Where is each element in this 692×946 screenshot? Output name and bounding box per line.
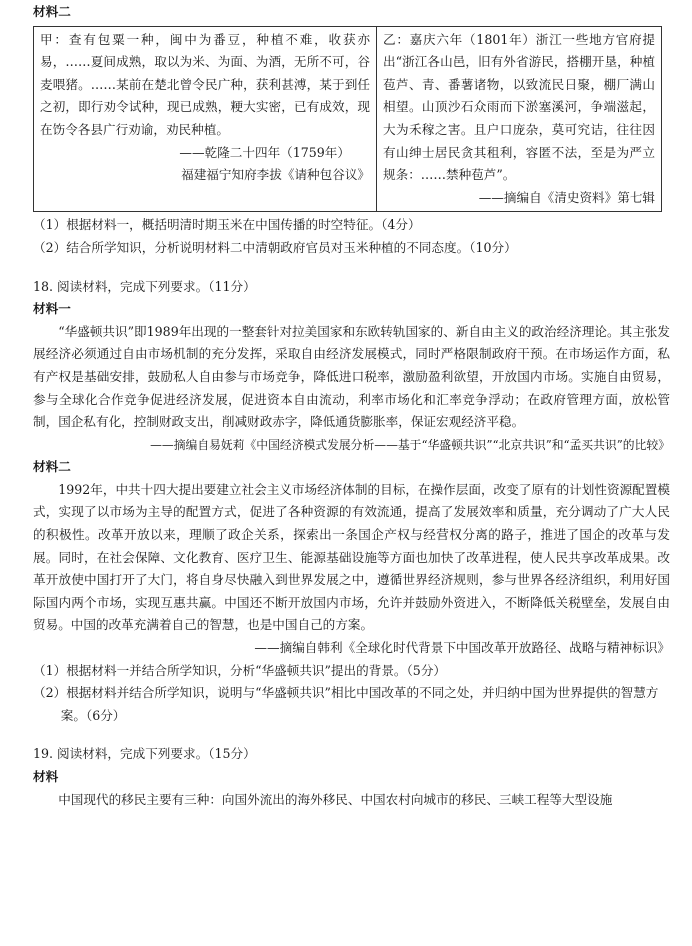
q18-material-one-heading: 材料一 xyxy=(33,301,71,317)
question-18-title: 18. 阅读材料，完成下列要求。（11分） xyxy=(33,278,256,294)
q18-material-one-source: ——摘编自易妩莉《中国经济模式发展分析——基于“华盛顿共识”“北京共识”和“孟买共识”的比较》 xyxy=(150,437,670,452)
question-18-1: （1）根据材料一并结合所学知识，分析“华盛顿共识”提出的背景。（5分） xyxy=(33,662,447,678)
left-cell-text: 甲：查有包粟一种，闽中为番豆，种植不难，收获亦易，……夏间成熟，取以为米、为面、为酒，无所不可，谷麦喂猪。……某前在楚北曾令民广种，获利甚溥，某于到任之初，即行劝令试种，现已成熟，粳大实密，已有成效，现在饬令各县广行劝谕，劝民种植。 xyxy=(40,31,370,137)
left-cell-source-author: 福建福宁知府李拔《请种包谷议》 xyxy=(181,167,370,183)
material-two-heading: 材料二 xyxy=(33,4,71,19)
comparison-table xyxy=(33,26,662,213)
left-cell xyxy=(34,26,377,212)
q18-material-two-source: ——摘编自韩利《全球化时代背景下中国改革开放路径、战略与精神标识》 xyxy=(254,640,670,656)
exam-page xyxy=(0,1,692,946)
question-18-2: （2）根据材料并结合所学知识，说明与“华盛顿共识”相比中国改革的不同之处，并归纳中国为世界提供的智慧方案。（6分） xyxy=(33,685,659,723)
q19-material-text: 中国现代的移民主要有三种：向国外流出的海外移民、中国农村向城市的移民、三峡工程等大型设施 xyxy=(58,791,613,807)
q19-material-heading: 材料 xyxy=(33,769,59,784)
right-cell-source: ——摘编自《清史资料》第七辑 xyxy=(478,189,655,205)
left-cell-source-date: ——乾隆二十四年（1759年） xyxy=(179,144,350,160)
question-17-1: （1）根据材料一，概括明清时期玉米在中国传播的时空特征。（4分） xyxy=(33,217,421,233)
right-cell xyxy=(377,26,662,212)
q18-material-two-heading: 材料二 xyxy=(33,459,71,475)
question-19-title: 19. 阅读材料，完成下列要求。（15分） xyxy=(33,746,256,762)
right-cell-text: 乙：嘉庆六年（1801年）浙江一些地方官府提出“浙江各山邑，旧有外省游民，搭棚开垦，种植苞芦、青、番薯诸物，以致流民日聚，棚厂满山相望。山顶沙石众雨而下淤塞溪河，争端滋起，大为禾稼之害。且户口庞杂，莫可究诘，往往因有山绅士居民贪其租利，容匿不法，至是为严立规条：……禁种苞芦”。 xyxy=(383,31,655,183)
q18-material-one-text: “华盛顿共识”即1989年出现的一整套针对拉美国家和东欧转轨国家的、新自由主义的政治经济理论。其主张发展经济必须通过自由市场机制的充分发挥，采取自由经济发展模式，同时严格限制政府干预。在市场运作方面，私有产权是基础安排，鼓励私人自由参与市场竞争，降低进口税率，激励盈利欲望，开放国内市场。实施自由贸易，参与全球化合作竞争促进经济发展，促进资本自由流动，利率市场化和汇率竞争浮动；在政府管理方面，放松管制，国企私有化，控制财政支出，削减财政赤字，降低通货膨胀率，保证宏观经济平稳。 xyxy=(33,323,670,430)
question-17-2: （2）结合所学知识，分析说明材料二中清朝政府官员对玉米种植的不同态度。（10分） xyxy=(33,239,517,255)
q18-material-two-text: 1992年，中共十四大提出要建立社会主义市场经济体制的目标，在操作层面，改变了原有的计划性资源配置模式，实现了以市场为主导的配置方式，促进了各种资源的有效流通，提高了发展效率和质量，充分调动了广大人民的积极性。改革开放以来，理顺了政企关系，探索出一条国企产权与经营权分离的路子，推进了国企的改革与发展。同时，在社会保障、文化教育、医疗卫生、能源基础设施等方面也加快了改革进程，使人民共享改革成果。改革开放使中国打开了大门，将自身尽快融入到世界发展之中，遵循世界经济规则，参与世界各经济组织，利用好国际国内两个市场，实现互惠共赢。中国还不断开放国内市场，允许并鼓励外资进入，不断降低关税壁垒，发展自由贸易。中国的改革充满着自己的智慧，也是中国自己的方案。 xyxy=(33,481,670,633)
